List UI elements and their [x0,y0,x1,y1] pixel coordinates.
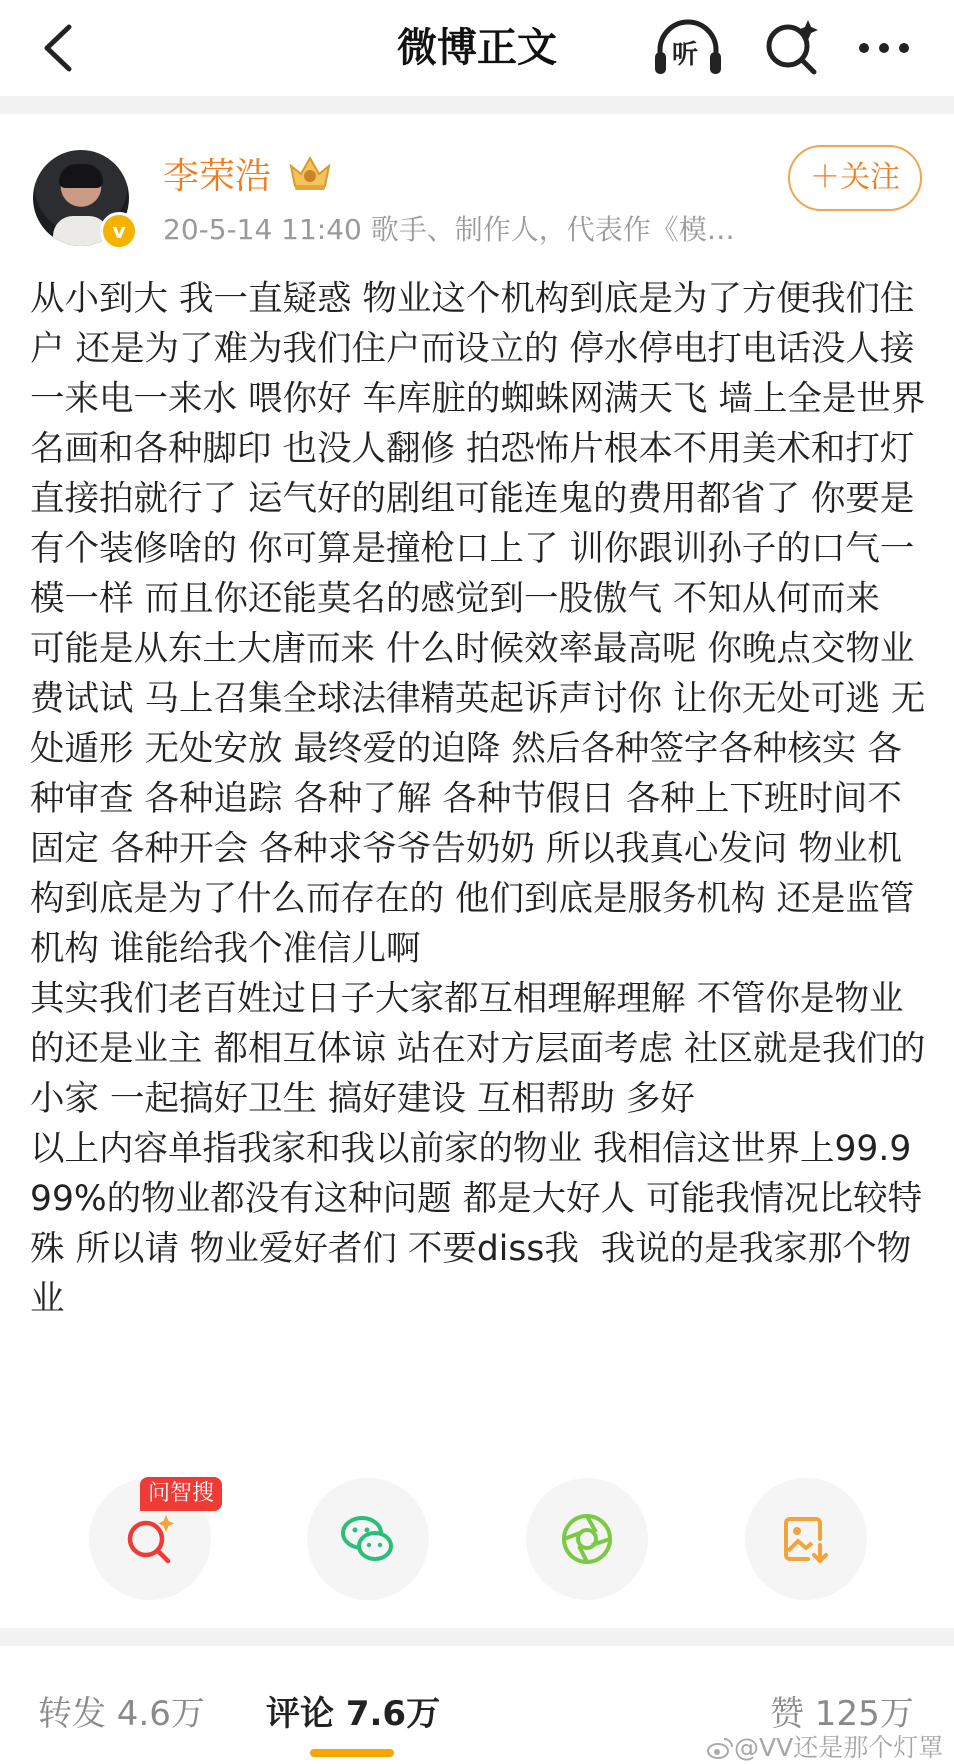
page-title: 微博正文 [397,25,557,71]
tab-like[interactable]: 赞 125万 [770,1694,914,1734]
zhisou-tag: 问智搜 [140,1477,222,1511]
post-meta: 20-5-14 11:40 歌手、制作人，代表作《模… [163,213,735,246]
crown-badge-icon [287,152,333,192]
listen-label: 听 [672,40,699,70]
moments-share-button[interactable] [526,1478,648,1600]
save-image-button[interactable] [745,1478,867,1600]
tab-comment[interactable]: 评论 7.6万 [266,1694,441,1734]
more-dots-icon [856,40,912,56]
more-options-button[interactable] [852,18,916,78]
post-content: 从小到大 我一直疑惑 物业这个机构到底是为了方便我们住户 还是为了难为我们住户而设立的 停水停电打电话没人接 一来电一来水 喂你好 车库脏的蜘蛛网满天飞 墙上全是世界名画和各种脚印 也没人翻修 拍恐怖片根本不用美术和打灯 直接拍就行了 运气好的剧组可能连鬼的费用都省了 你要是有个装修啥的 你可算是撞枪口上了 训你跟训孙子的口气一模一样 而且你还能莫名的感觉到一股傲气 不知从何而来 可能是从东土大唐而来 什么时候效率最高呢 你晚点交物业费试试 马上召集全球法律精英起诉声讨你 让你无处可逃 无处遁形 无处安放 最终爱的迫降 然后各种签字各种核实 各种审查 各种追踪 各种了解 各种节假日 各种上下班时间不固定 各种开会 各种求爷爷告奶奶 所以我真心发问 物业机构到底是为了什么而存在的 他们到底是服务机构 还是监管机构 谁能给我个准信儿啊 其实我们老百姓过日子大家都互相理解理解 不管你是物业的还是业主 都相互体谅 站在对方层面考虑 社区就是我们的小家 一起搞好卫生 搞好建设 互相帮助 多好 以上内容单指我家和我以前家的物业 我相信这世界上99.999%的物业都没有这种问题 都是大好人 可能我情况比较特殊 所以请 物业爱好者们 不要diss我 我说的是我家那个物业 [30,279,926,1319]
search-sparkle-icon [760,14,824,78]
top-nav-bar [0,0,954,96]
wechat-share-button[interactable] [307,1478,429,1600]
follow-button[interactable]: ＋关注 [788,145,922,211]
section-divider [0,96,954,114]
smart-search-button[interactable] [760,14,824,78]
search-sparkle-icon [122,1511,178,1567]
watermark [706,1728,943,1764]
section-divider [0,1628,954,1646]
moments-aperture-icon [559,1511,615,1567]
active-tab-indicator [310,1749,394,1757]
watermark-text: @VV还是那个灯罩 [734,1733,944,1762]
wechat-icon [340,1511,396,1567]
image-download-icon [778,1511,834,1567]
weibo-logo-icon [706,1736,734,1760]
listen-button[interactable] [650,16,726,80]
verified-badge-icon: v [100,212,138,250]
tab-repost[interactable]: 转发 4.6万 [38,1694,205,1734]
author-name[interactable]: 李荣浩 [163,156,272,197]
